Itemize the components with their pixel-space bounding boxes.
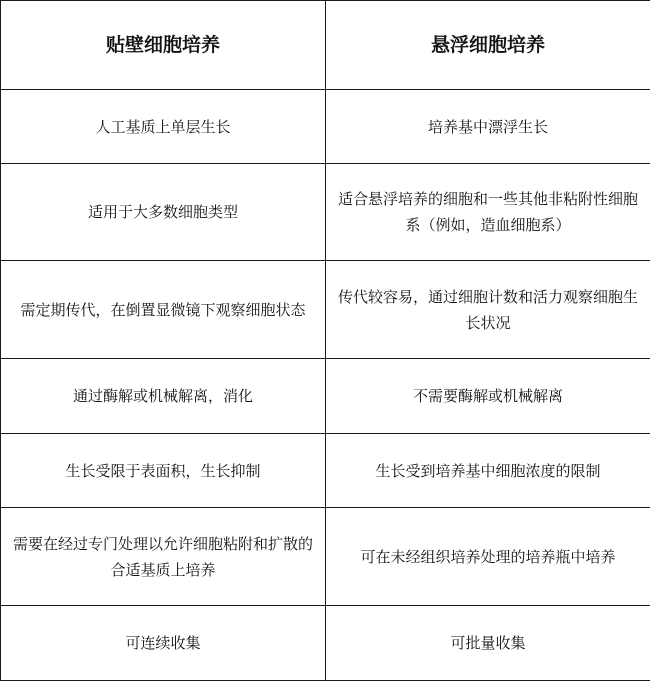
table-cell: 传代较容易，通过细胞计数和活力观察细胞生长状况 (326, 261, 650, 359)
header-adherent-culture: 贴壁细胞培养 (1, 1, 326, 90)
table-cell: 人工基质上单层生长 (1, 90, 326, 164)
table-row (1, 90, 650, 164)
table-cell: 可批量收集 (326, 606, 650, 681)
table-cell: 生长受到培养基中细胞浓度的限制 (326, 434, 650, 508)
table-row (1, 508, 650, 606)
table-cell: 需定期传代，在倒置显微镜下观察细胞状态 (1, 261, 326, 359)
table-cell: 培养基中漂浮生长 (326, 90, 650, 164)
table-cell: 适用于大多数细胞类型 (1, 164, 326, 261)
table-row (1, 261, 650, 359)
header-suspension-culture: 悬浮细胞培养 (326, 1, 650, 90)
table-row (1, 606, 650, 681)
table-cell: 适合悬浮培养的细胞和一些其他非粘附性细胞系（例如，造血细胞系） (326, 164, 650, 261)
table-cell: 可连续收集 (1, 606, 326, 681)
table-cell: 不需要酶解或机械解离 (326, 359, 650, 434)
table-cell: 生长受限于表面积，生长抑制 (1, 434, 326, 508)
table-cell: 需要在经过专门处理以允许细胞粘附和扩散的合适基质上培养 (1, 508, 326, 606)
table-cell: 通过酶解或机械解离，消化 (1, 359, 326, 434)
table-header-row (1, 1, 650, 90)
table-row (1, 359, 650, 434)
table-cell: 可在未经组织培养处理的培养瓶中培养 (326, 508, 650, 606)
table-row (1, 434, 650, 508)
table-row (1, 164, 650, 261)
